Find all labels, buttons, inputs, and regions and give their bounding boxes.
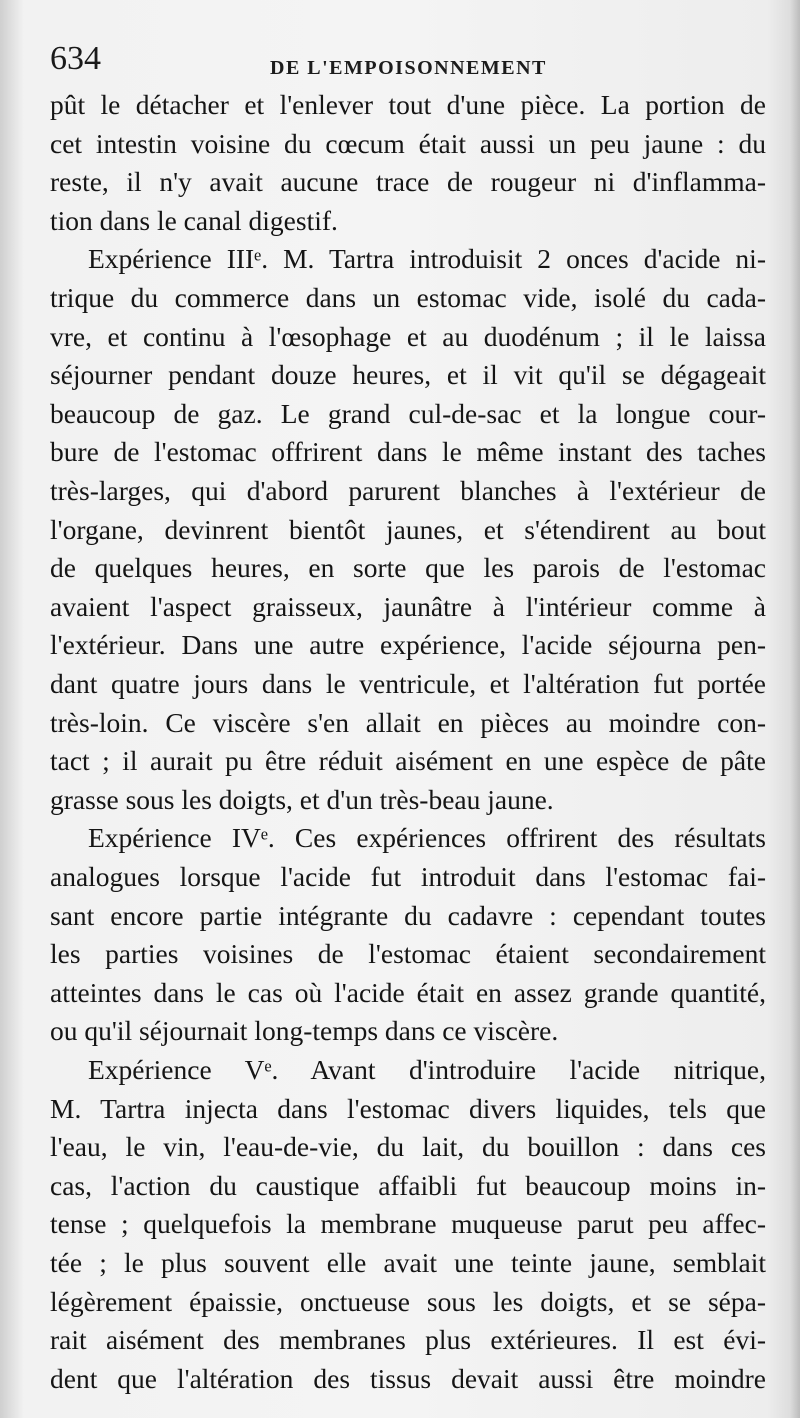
text-line: pût le détacher et l'enlever tout d'une pièce. La portion de xyxy=(50,89,766,120)
text-line: sant encore partie intégrante du cadavre : cependant toutes xyxy=(50,899,766,931)
text-line: avaient l'aspect graisseux, jaunâtre à l'intérieur comme à xyxy=(50,590,766,622)
text-line: reste, il n'y avait aucune trace de rougeur ni d'inflamma- xyxy=(50,166,766,198)
text-line: grasse sous les doigts, et d'un très-beau jaune. xyxy=(50,783,554,815)
text-line: séjourner pendant douze heures, et il vit qu'il se dégageait xyxy=(50,359,766,391)
text-line: dent que l'altération des tissus devait aussi être moindre xyxy=(50,1362,766,1394)
text-line: atteintes dans le cas où l'acide était en assez grande quantité, xyxy=(50,976,766,1008)
text-line: vre, et continu à l'œsophage et au duodénum ; il le laissa xyxy=(50,320,766,352)
text-line: beaucoup de gaz. Le grand cul-de-sac et la longue cour- xyxy=(50,397,766,429)
paragraph-start-line: Expérience IIIᵉ. M. Tartra introduisit 2 onces d'acide ni- xyxy=(88,243,766,275)
text-line: tée ; le plus souvent elle avait une teinte jaune, semblait xyxy=(50,1247,766,1278)
text-line: M. Tartra injecta dans l'estomac divers liquides, tels que xyxy=(50,1092,766,1124)
paragraph-start-line: Expérience Vᵉ. Avant d'introduire l'acide nitrique, xyxy=(88,1054,766,1085)
text-line: trique du commerce dans un estomac vide, isolé du cada- xyxy=(50,282,766,313)
text-line: légèrement épaissie, onctueuse sous les doigts, et se sépa- xyxy=(50,1285,766,1317)
text-line: ou qu'il séjournait long-temps dans ce viscère. xyxy=(50,1015,559,1047)
page-edge-shadow xyxy=(790,0,800,1418)
text-line: très-larges, qui d'abord parurent blanches à l'extérieur de xyxy=(50,475,766,506)
text-line: analogues lorsque l'acide fut introduit dans l'estomac fai- xyxy=(50,861,766,892)
text-line: l'eau, le vin, l'eau-de-vie, du lait, du bouillon : dans ces xyxy=(50,1131,766,1163)
text-line: très-loin. Ce viscère s'en allait en pièces au moindre con- xyxy=(50,706,766,738)
page-number: 634 xyxy=(50,40,101,77)
text-line: l'organe, devinrent bientôt jaunes, et s'étendirent au bout xyxy=(50,513,766,545)
text-line: tact ; il aurait pu être réduit aisément en une espèce de pâte xyxy=(50,745,766,777)
text-line: dant quatre jours dans le ventricule, et l'altération fut portée xyxy=(50,668,766,699)
text-line: bure de l'estomac offrirent dans le même instant des taches xyxy=(50,436,766,468)
page-header xyxy=(50,40,770,86)
text-line: les parties voisines de l'estomac étaient secondairement xyxy=(50,938,766,970)
running-title: DE L'EMPOISONNEMENT xyxy=(270,57,547,79)
text-line: l'extérieur. Dans une autre expérience, l'acide séjourna pen- xyxy=(50,629,766,661)
text-line: rait aisément des membranes plus extérieures. Il est évi- xyxy=(50,1324,766,1356)
text-line: cas, l'action du caustique affaibli fut beaucoup moins in- xyxy=(50,1169,766,1201)
text-line: de quelques heures, en sorte que les parois de l'estomac xyxy=(50,552,766,584)
text-line: tion dans le canal digestif. xyxy=(50,204,338,236)
text-line: tense ; quelquefois la membrane muqueuse parut peu affec- xyxy=(50,1208,766,1240)
text-line: cet intestin voisine du cœcum était aussi un peu jaune : du xyxy=(50,127,766,159)
paragraph-start-line: Expérience IVᵉ. Ces expériences offrirent des résultats xyxy=(88,822,766,854)
